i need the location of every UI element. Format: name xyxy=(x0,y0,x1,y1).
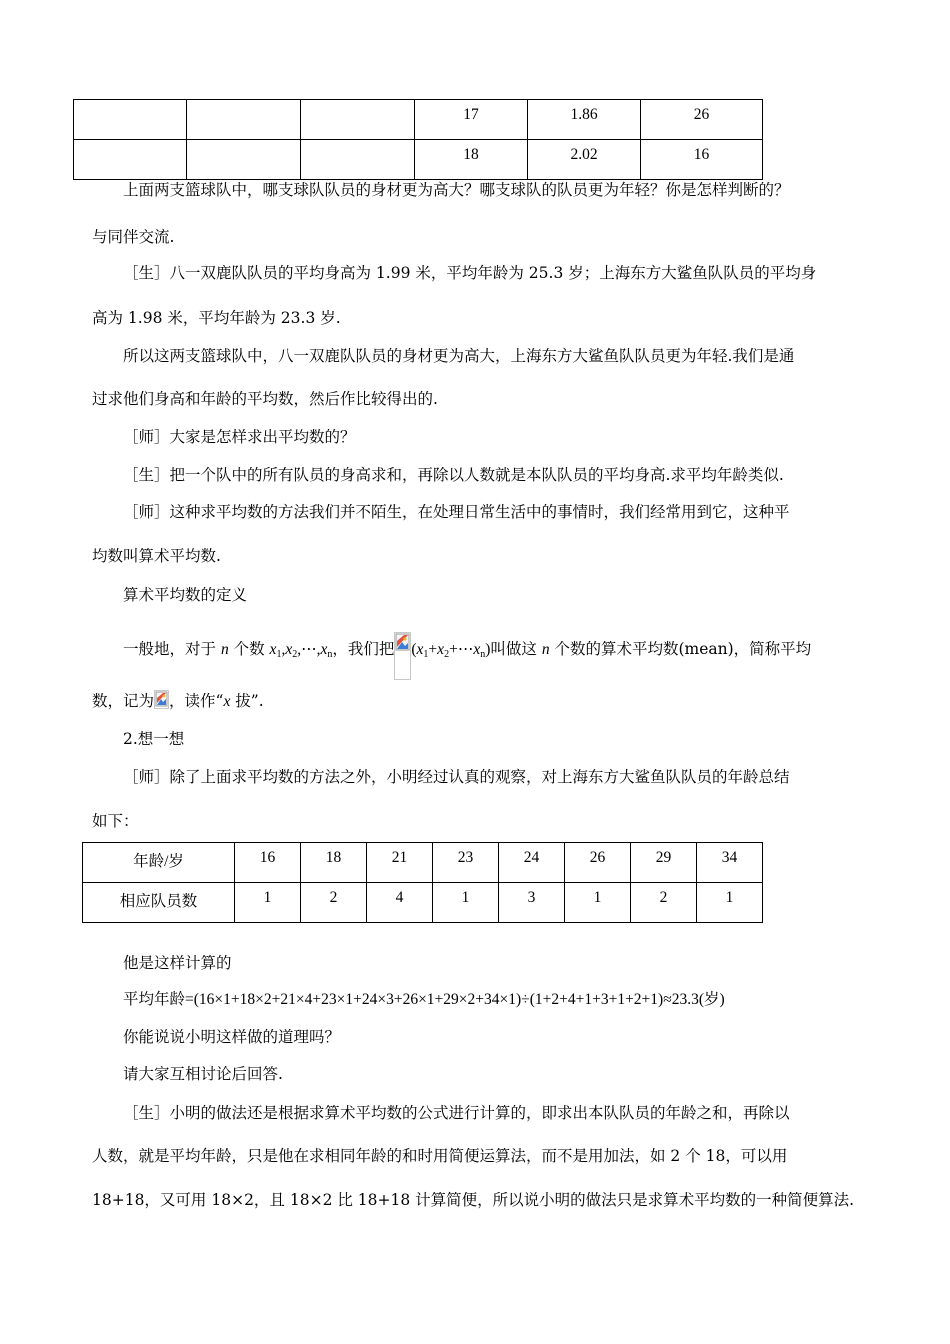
table-cell: 2.02 xyxy=(528,140,641,180)
table-row xyxy=(83,883,763,923)
formula-average-age: 平均年龄=(16×1+18×2+21×4+23×1+24×3+26×1+29×2+34×1)÷(1+2+4+1+3+1+2+1)≈23.3(岁) xyxy=(123,991,725,1008)
definition-text: 叫做这 xyxy=(490,640,542,658)
table-cell: 18 xyxy=(415,140,528,180)
math-comma: , xyxy=(297,641,302,658)
math-subscript: 2 xyxy=(444,649,450,660)
table-row xyxy=(74,100,763,140)
paragraph-student-explain-line3: 18+18，又可用 18×2，且 18×2 比 18+18 计算简便，所以说小明的做法只是求算术平均数的一种简便算法. xyxy=(92,1191,855,1209)
paragraph-reason-question: 你能说说小明这样做的道理吗？ xyxy=(123,1028,341,1046)
table-cell: 21 xyxy=(367,843,433,883)
table-cell: 26 xyxy=(565,843,631,883)
paragraph-student-answer-line2: 高为 1.98 米，平均年龄为 23.3 岁. xyxy=(92,309,341,327)
table-cell: 2 xyxy=(301,883,367,923)
paragraph-conclusion-line1: 所以这两支篮球队中，八一双鹿队队员的身材更为高大，上海东方大鲨鱼队队员更为年轻.我们是通 xyxy=(123,347,795,365)
definition-heading: 算术平均数的定义 xyxy=(123,586,248,604)
broken-image-icon xyxy=(154,690,169,709)
math-comma: , xyxy=(316,641,321,658)
table-header-cell: 相应队员数 xyxy=(83,883,235,923)
table-cell xyxy=(74,100,187,140)
math-var: x xyxy=(269,641,277,658)
math-sequence xyxy=(270,641,333,658)
math-var: x xyxy=(437,641,445,658)
math-var: x xyxy=(320,641,328,658)
paragraph-teacher-summary-line2: 如下： xyxy=(92,812,139,830)
definition-text: 一般地，对于 xyxy=(123,640,221,658)
table-cell xyxy=(301,100,415,140)
table-cell: 26 xyxy=(641,100,763,140)
math-dots: ⋯ xyxy=(457,641,474,658)
math-paren: ) xyxy=(485,641,491,658)
definition-line1 xyxy=(123,632,811,680)
math-subscript: n xyxy=(480,649,486,660)
math-paren: ( xyxy=(411,641,417,658)
paragraph-student-explain-line2: 人数，就是平均年龄，只是他在求相同年龄的和时用简便运算法，而不是用加法，如 2 个 18，可以用 xyxy=(92,1147,788,1165)
definition-text: 拔”. xyxy=(230,692,264,710)
math-comma: , xyxy=(281,641,286,658)
table-cell: 16 xyxy=(235,843,301,883)
definition-text: 数，记为 xyxy=(92,692,155,710)
table-cell: 16 xyxy=(641,140,763,180)
paragraph-teacher-explain-line1: ［师］这种求平均数的方法我们并不陌生，在处理日常生活中的事情时，我们经常用到它，这种平 xyxy=(123,503,790,521)
math-var: n xyxy=(220,641,229,658)
math-var: x xyxy=(416,641,424,658)
table-cell xyxy=(187,100,301,140)
paragraph-teacher-explain-line2: 均数叫算术平均数. xyxy=(92,547,221,565)
table-cell: 34 xyxy=(697,843,763,883)
table-cell: 1 xyxy=(697,883,763,923)
paragraph-question-line2: 与同伴交流. xyxy=(92,228,175,246)
paragraph-conclusion-line2: 过求他们身高和年龄的平均数，然后作比较得出的. xyxy=(92,390,438,408)
table-header-cell: 年龄/岁 xyxy=(83,843,235,883)
paragraph-student-method: ［生］把一个队中的所有队员的身高求和，再除以人数就是本队队员的平均身高.求平均年龄类似. xyxy=(123,466,784,484)
table-cell: 23 xyxy=(433,843,499,883)
paragraph-calculation-intro: 他是这样计算的 xyxy=(123,954,232,972)
table-cell: 24 xyxy=(499,843,565,883)
paragraph-discussion: 请大家互相讨论后回答. xyxy=(123,1065,283,1083)
table-cell xyxy=(301,140,415,180)
math-sum xyxy=(411,641,490,658)
math-subscript: 1 xyxy=(276,649,282,660)
table-cell: 1 xyxy=(565,883,631,923)
math-plus: + xyxy=(428,641,438,658)
table-cell: 1.86 xyxy=(528,100,641,140)
math-var: n xyxy=(541,641,550,658)
table-cell: 3 xyxy=(499,883,565,923)
math-var: x xyxy=(473,641,481,658)
table-cell: 2 xyxy=(631,883,697,923)
paragraph-teacher-question: ［师］大家是怎样求出平均数的？ xyxy=(123,428,356,446)
table-row xyxy=(83,843,763,883)
table-row xyxy=(74,140,763,180)
paragraph-question-line1: 上面两支篮球队中，哪支球队队员的身材更为高大？哪支球队的队员更为年轻？你是怎样判断的？ xyxy=(123,181,790,199)
table-cell: 1 xyxy=(433,883,499,923)
table-cell: 18 xyxy=(301,843,367,883)
table-cell xyxy=(74,140,187,180)
definition-text: ，我们把 xyxy=(332,640,395,658)
table-cell: 29 xyxy=(631,843,697,883)
broken-image-icon xyxy=(394,632,411,680)
section-heading-think: 2.想一想 xyxy=(123,730,185,748)
math-var: x xyxy=(285,641,293,658)
paragraph-student-explain-line1: ［生］小明的做法还是根据求算术平均数的公式进行计算的，即求出本队队员的年龄之和，再除以 xyxy=(123,1104,790,1122)
math-dots: ⋯ xyxy=(301,641,317,658)
age-count-table xyxy=(82,842,763,923)
table-cell: 4 xyxy=(367,883,433,923)
paragraph-teacher-summary-line1: ［师］除了上面求平均数的方法之外，小明经过认真的观察，对上海东方大鲨鱼队队员的年龄总结 xyxy=(123,768,790,786)
paragraph-student-answer-line1: ［生］八一双鹿队队员的平均身高为 1.99 米，平均年龄为 25.3 岁；上海东方大鲨鱼队队员的平均身 xyxy=(123,264,817,282)
height-age-table-fragment xyxy=(73,99,763,180)
math-subscript: n xyxy=(327,649,333,660)
math-plus: + xyxy=(449,641,458,658)
math-subscript: 2 xyxy=(292,649,298,660)
definition-line2 xyxy=(92,690,264,712)
math-subscript: 1 xyxy=(423,649,429,660)
table-cell: 1 xyxy=(235,883,301,923)
table-cell: 17 xyxy=(415,100,528,140)
math-var: x xyxy=(223,693,231,710)
definition-text: 个数 xyxy=(228,640,270,658)
table-cell xyxy=(187,140,301,180)
definition-text: ，读作“ xyxy=(169,692,224,710)
definition-text: 个数的算术平均数(mean)，简称平均 xyxy=(549,640,812,658)
